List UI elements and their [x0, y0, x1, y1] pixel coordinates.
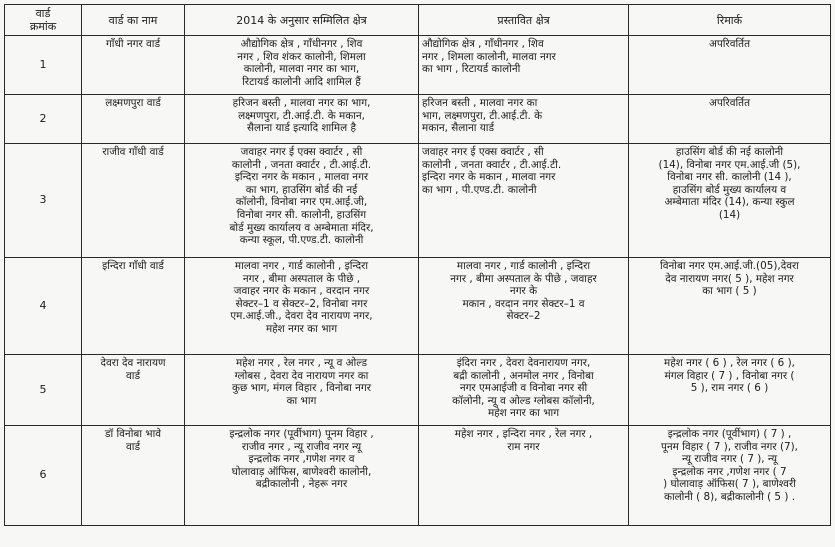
row-proposed: इंदिरा नगर , देवरा देवनारायण नगर, बद्री कालोनी , अनमोल नगर , विनोबा नगर एमआईजी व विनोबा नगर सी कॉलोनी, न्यू व ओल्ड ग्लोबस कॉलोनी, महेश नगर का भाग — [419, 355, 629, 426]
row-area-2014: मालवा नगर , गार्ड कालोनी , इन्दिरा नगर , बीमा अस्पताल के पीछे , जवाहर नगर के मकान , वरदान नगर सेक्टर–1 व सेक्टर–2, विनोबा नगर एम.आई.जी., देवरा देव नारायण नगर, महेश नगर का भाग — [185, 258, 419, 355]
row-serial: 6 — [5, 426, 82, 526]
header-remarks: रिमार्क — [629, 5, 831, 36]
row-serial: 1 — [5, 36, 82, 95]
header-proposed: प्रस्तावित क्षेत्र — [419, 5, 629, 36]
row-remarks: हाउसिंग बोर्ड की नई कालोनी (14), विनोबा नगर एम.आई.जी (5), विनोबा नगर सी. कालोनी (14 ), हाउसिंग बोर्ड मुख्य कार्यालय व अम्बेमाता मंदिर (14), कन्या स्कुल (14) — [629, 144, 831, 258]
row-area-2014: जवाहर नगर ई एक्स क्वार्टर , सी कालोनी , जनता क्वार्टर , टी.आई.टी. इन्दिरा नगर के मकान , मालवा नगर का भाग, हाउसिंग बोर्ड की नई कॉलोनी, विनोबा नगर एम.आई.जी, विनोबा नगर सी. कालोनी, हाउसिंग बोर्ड मुख्य कार्यालय व अम्बेमाता मंदिर, कन्या स्कूल, पी.एण्ड.टी. कालोनी — [185, 144, 419, 258]
row-area-2014: हरिजन बस्ती , मालवा नगर का भाग, लक्ष्मणपुरा, टी.आई.टी. के मकान, सैलाना यार्ड इत्यादि शामिल है — [185, 95, 419, 144]
row-ward-name: डॉ विनोबा भावे वार्ड — [82, 426, 185, 526]
row-remarks: इन्द्रलोक नगर (पूर्वीभाग) ( 7 ) , पूनम विहार ( 7 ), राजीव नगर (7), न्यू राजीव नगर ( 7 ), न्यू इन्द्रलोक नगर ,गणेश नगर ( 7 ) घोलावाड़ ऑफिस( 7 ), बाणेश्वरी कालोनी ( 8), बद्रीकालोनी ( 5 ) . — [629, 426, 831, 526]
row-remarks: अपरिवर्तित — [629, 36, 831, 95]
row-serial: 5 — [5, 355, 82, 426]
header-serial: वार्ड क्रमांक — [5, 5, 82, 36]
row-ward-name: देवरा देव नारायण वार्ड — [82, 355, 185, 426]
table-row — [5, 426, 831, 526]
row-proposed: महेश नगर , इन्दिरा नगर , रेल नगर , राम नगर — [419, 426, 629, 526]
row-serial: 3 — [5, 144, 82, 258]
header-ward-name: वार्ड का नाम — [82, 5, 185, 36]
table-header-row — [5, 5, 831, 36]
table-row — [5, 258, 831, 355]
table-row — [5, 355, 831, 426]
row-remarks: विनोबा नगर एम.आई.जी.(05),देवरा देव नारायण नगर( 5 ), महेश नगर का भाग ( 5 ) — [629, 258, 831, 355]
row-proposed: हरिजन बस्ती , मालवा नगर का भाग, लक्ष्मणपुरा, टी.आई.टी. के मकान, सैलाना यार्ड — [419, 95, 629, 144]
row-area-2014: महेश नगर , रेल नगर , न्यू व ओल्ड ग्लोबस , देवरा देव नारायण नगर का कुछ भाग, मंगल विहार , विनोबा नगर का भाग — [185, 355, 419, 426]
row-remarks: महेश नगर ( 6 ) , रेल नगर ( 6 ), मंगल विहार ( 7 ) , विनोबा नगर ( 5 ), राम नगर ( 6 ) — [629, 355, 831, 426]
row-ward-name: लक्ष्मणपुरा वार्ड — [82, 95, 185, 144]
row-ward-name: गाँधी नगर वार्ड — [82, 36, 185, 95]
table-row — [5, 95, 831, 144]
row-area-2014: इन्द्रलोक नगर (पूर्वीभाग) पूनम विहार , राजीव नगर , न्यू राजीव नगर न्यू इन्द्रलोक नगर ,गणेश नगर व घोलावाड़ ऑफिस, बाणेश्वरी कालोनी, बद्रीकालोनी , नेहरू नगर — [185, 426, 419, 526]
ward-table — [4, 4, 831, 526]
table-row — [5, 144, 831, 258]
table-row — [5, 36, 831, 95]
row-area-2014: औद्योगिक क्षेत्र , गाँधीनगर , शिव नगर , शिव शंकर कालोनी, शिमला कालोनी, मालवा नगर का भाग, रिटायर्ड कालोनी आदि शामिल हैं — [185, 36, 419, 95]
row-serial: 2 — [5, 95, 82, 144]
row-proposed: औद्योगिक क्षेत्र , गाँधीनगर , शिव नगर , शिमला कालोनी, मालवा नगर का भाग , रिटायर्ड कालोनी — [419, 36, 629, 95]
row-proposed: मालवा नगर , गार्ड कालोनी , इन्दिरा नगर , बीमा अस्पताल के पीछे , जवाहर नगर के मकान , वरदान नगर सेक्टर–1 व सेक्टर–2 — [419, 258, 629, 355]
header-area-2014: 2014 के अनुसार सम्मिलित क्षेत्र — [185, 5, 419, 36]
row-ward-name: इन्दिरा गाँधी वार्ड — [82, 258, 185, 355]
row-remarks: अपरिवर्तित — [629, 95, 831, 144]
row-ward-name: राजीव गाँधी वार्ड — [82, 144, 185, 258]
row-serial: 4 — [5, 258, 82, 355]
row-proposed: जवाहर नगर ई एक्स क्वार्टर , सी कालोनी , जनता क्वार्टर , टी.आई.टी. इन्दिरा नगर के मकान , मालवा नगर का भाग , पी.एण्ड.टी. कालोनी — [419, 144, 629, 258]
